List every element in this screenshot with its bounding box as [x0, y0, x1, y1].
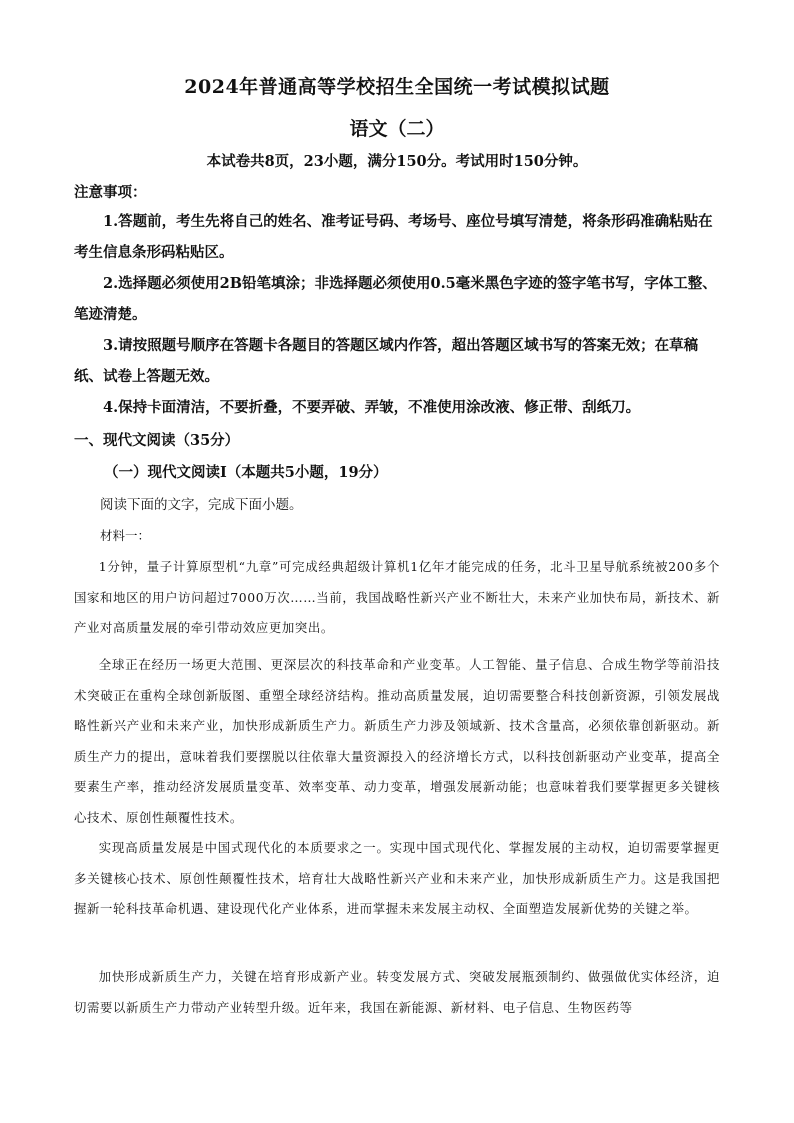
reading-instruction: 阅读下面的文字，完成下面小题。	[100, 497, 303, 513]
notice-item: 3.请按照题号顺序在答题卡各题目的答题区域内作答，超出答题区域书写的答案无效；在草稿纸、试卷上答题无效。	[74, 337, 699, 385]
notice-item: 1.答题前，考生先将自己的姓名、准考证号码、考场号、座位号填写清楚，将条形码准确粘贴在考生信息条形码粘贴区。	[74, 213, 713, 261]
exam-info: 本试卷共8页，23小题，满分150分。考试用时150分钟。	[206, 153, 588, 170]
passage-paragraph: 实现高质量发展是中国式现代化的本质要求之一。实现中国式现代化、掌握发展的主动权，迫切需要掌握更多关键核心技术、原创性颠覆性技术，培育壮大战略性新兴产业和未来产业，加快形成新质生产力。这是我国把握新一轮科技革命机遇、建设现代化产业体系，进而掌握未来发展主动权、全面塑造发展新优势的关键之举。	[74, 840, 720, 916]
subsection-heading: （一）现代文阅读Ⅰ（本题共5小题，19分）	[104, 464, 388, 481]
passage-paragraph: 全球正在经历一场更大范围、更深层次的科技革命和产业变革。人工智能、量子信息、合成生物学等前沿技术突破正在重构全球创新版图、重塑全球经济结构。推动高质量发展，迫切需要整合科技创新资源，引领发展战略性新兴产业和未来产业，加快形成新质生产力。新质生产力涉及领域新、技术含量高，必须依靠创新驱动。新质生产力的提出，意味着我们要摆脱以往依靠大量资源投入的经济增长方式，以科技创新驱动产业变革，提高全要素生产率，推动经济发展质量变革、效率变革、动力变革，增强发展新动能；也意味着我们要掌握更多关键核心技术、原创性颠覆性技术。	[74, 657, 720, 825]
passage-paragraph: 1分钟，量子计算原型机“九章”可完成经典超级计算机1亿年才能完成的任务，北斗卫星导航系统被200多个国家和地区的用户访问超过7000万次……当前，我国战略性新兴产业不断壮大，未来产业加快布局，新技术、新产业对高质量发展的牵引带动效应更加突出。	[74, 559, 720, 635]
material-label: 材料一：	[100, 528, 151, 543]
notice-heading: 注意事项：	[74, 184, 147, 201]
notice-item: 2.选择题必须使用2B铅笔填涂；非选择题必须使用0.5毫米黑色字迹的签字笔书写，字体工整、笔迹清楚。	[74, 275, 717, 323]
section-heading: 一、现代文阅读（35分）	[74, 432, 240, 449]
exam-subject: 语文（二）	[349, 118, 445, 140]
notice-item: 4.保持卡面清洁，不要折叠，不要弄破、弄皱，不准使用涂改液、修正带、刮纸刀。	[103, 399, 641, 416]
passage-paragraph: 加快形成新质生产力，关键在培育形成新产业。转变发展方式、突破发展瓶颈制约、做强做优实体经济，迫切需要以新质生产力带动产业转型升级。近年来，我国在新能源、新材料、电子信息、生物医药等	[74, 969, 720, 1015]
exam-title: 2024年普通高等学校招生全国统一考试模拟试题	[184, 76, 610, 98]
